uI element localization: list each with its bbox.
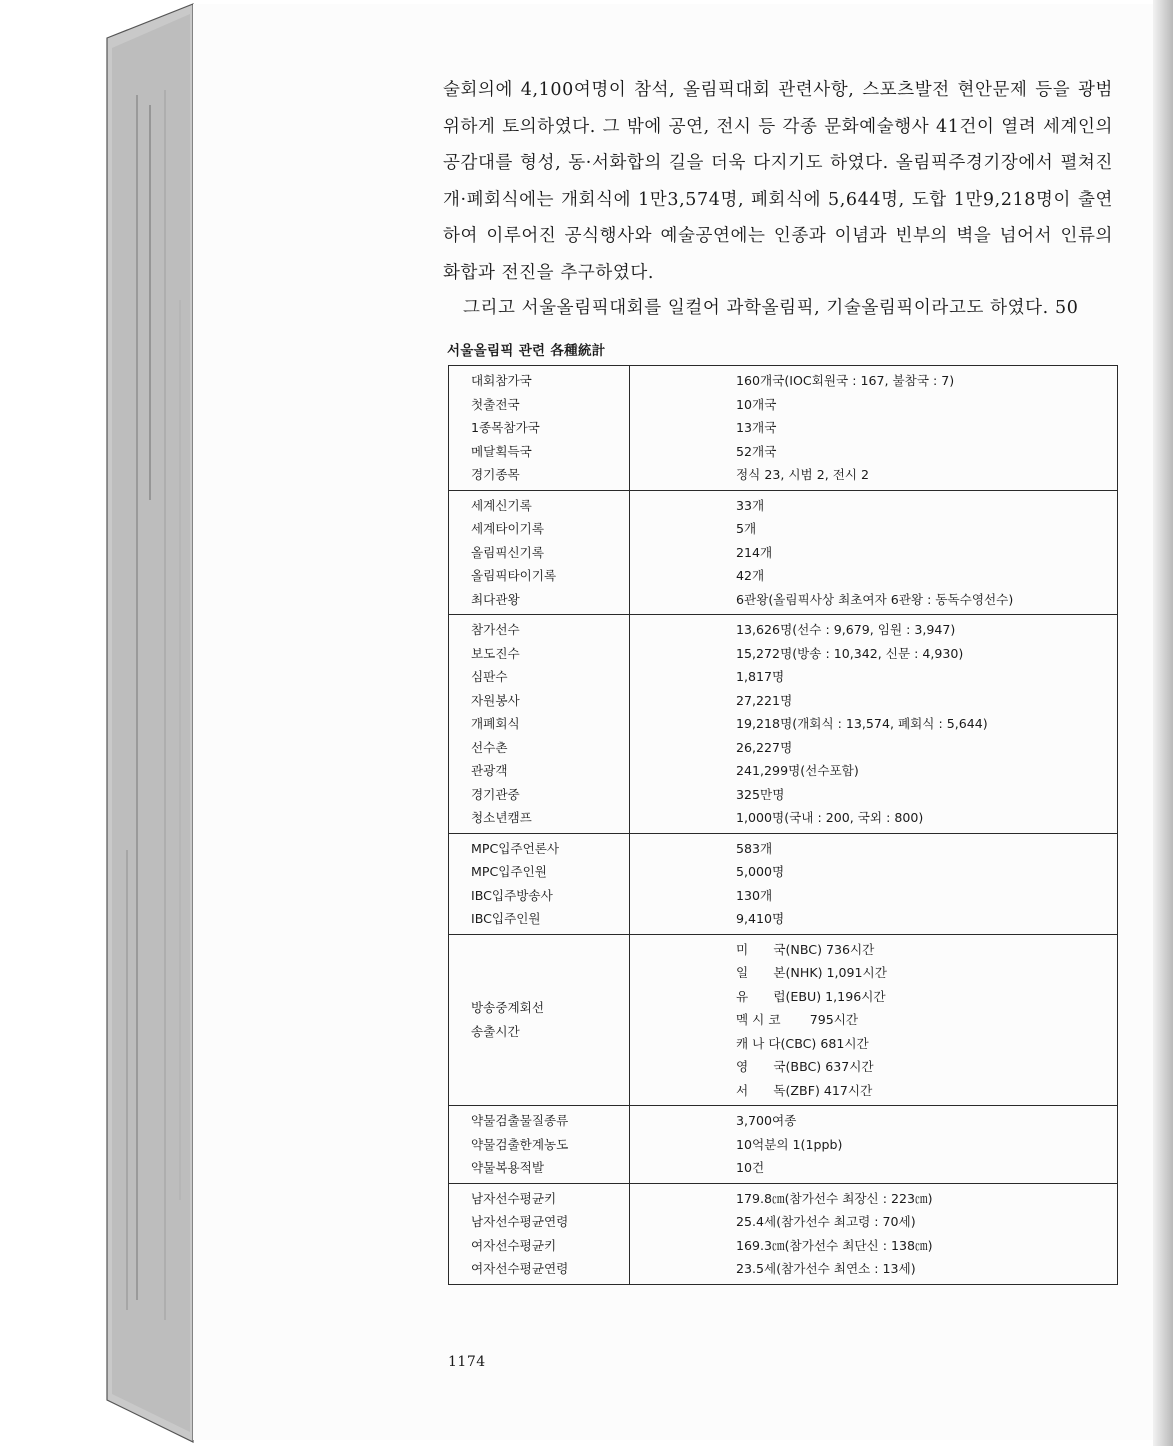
- table-row-group: [449, 1106, 1118, 1184]
- statistic-value: 214개: [736, 544, 773, 560]
- statistic-value: 160개국(IOC회원국 : 167, 불참국 : 7): [736, 373, 955, 388]
- statistic-value: 1,000명(국내 : 200, 국외 : 800): [736, 810, 924, 825]
- category-labels-cell: [449, 1106, 630, 1184]
- table-row-group: [449, 934, 1118, 1106]
- category-label: 보도진수: [471, 645, 520, 661]
- table-row-group: [449, 366, 1118, 491]
- page-number: 1174: [448, 1354, 486, 1370]
- statistic-value: 정식 23, 시범 2, 전시 2: [736, 467, 870, 482]
- category-label: 약물검출물질종류: [471, 1113, 569, 1128]
- category-labels-cell: [449, 833, 630, 934]
- statistic-values-cell: [630, 366, 1118, 491]
- statistic-values-cell: [630, 1106, 1118, 1184]
- statistic-value: 13개국: [736, 420, 777, 435]
- statistic-value: 179.8㎝(참가선수 최장신 : 223㎝): [736, 1190, 933, 1206]
- statistic-values-cell: [630, 1183, 1118, 1284]
- category-label: 올림픽타이기록: [471, 568, 557, 583]
- category-label: 청소년캠프: [471, 810, 532, 825]
- body-paragraph-1: 술회의에 4,100여명이 참석, 올림픽대회 관련사항, 스포츠발전 현안문제 등을 광범위하게 토의하였다. 그 밖에 공연, 전시 등 각종 문화예술행사 41건이 열려 세계인의 공감대를 형성, 동·서화합의 길을 더욱 다지기도 하였다. 올림픽주경기장에서 펼쳐진 개·폐회식에는 개회식에 1만3,574명, 폐회식에 5,644명, 도합 1만9,218명이 출연하여 이루어진 공식행사와 예술공연에는 인종과 이념과 빈부의 벽을 넘어서 인류의 화합과 전진을 추구하였다.: [443, 80, 1113, 283]
- statistic-value: 27,221명: [736, 692, 793, 708]
- category-label: 개폐회식: [471, 716, 520, 731]
- statistic-value: 5개: [736, 521, 757, 536]
- category-label: 세계신기록: [471, 497, 532, 513]
- category-label: 약물검출한계농도: [471, 1136, 569, 1152]
- statistic-value: 5,000명: [736, 864, 785, 879]
- category-label: 메달획득국: [471, 443, 532, 459]
- statistic-value: 10건: [736, 1160, 765, 1175]
- category-labels-cell: [449, 615, 630, 834]
- category-label: 선수촌: [471, 739, 508, 755]
- category-labels-cell: [449, 1183, 630, 1284]
- category-label: 방송중계회선: [471, 1000, 544, 1016]
- category-labels-cell: [449, 934, 630, 1106]
- statistic-value: 일 본(NHK) 1,091시간: [736, 965, 887, 980]
- statistic-values-cell: [630, 615, 1118, 834]
- category-label: 송출시간: [471, 1023, 520, 1039]
- statistic-value: 9,410명: [736, 911, 785, 926]
- category-label: 세계타이기록: [471, 521, 544, 536]
- table-row-group: [449, 833, 1118, 934]
- olympic-statistics-table: [448, 365, 1118, 1285]
- statistic-value: 10개국: [736, 396, 777, 412]
- category-labels-cell: [449, 490, 630, 615]
- statistic-value: 26,227명: [736, 739, 793, 755]
- statistic-value: 1,817명: [736, 669, 785, 684]
- category-label: IBC입주방송사: [471, 887, 553, 903]
- statistic-value: 583개: [736, 840, 773, 856]
- statistic-value: 23.5세(참가선수 최연소 : 13세): [736, 1261, 916, 1276]
- table-row-group: [449, 1183, 1118, 1284]
- category-label: 최다관왕: [471, 591, 520, 607]
- page-gutter-shadow: [1153, 0, 1173, 1446]
- statistic-value: 캐 나 다(CBC) 681시간: [736, 1035, 869, 1051]
- category-label: MPC입주인원: [471, 864, 547, 879]
- statistic-values-cell: [630, 934, 1118, 1106]
- statistic-value: 13,626명(선수 : 9,679, 임원 : 3,947): [736, 622, 956, 637]
- statistic-values-cell: [630, 833, 1118, 934]
- statistic-value: 325만명: [736, 786, 785, 802]
- category-label: 경기종목: [471, 467, 520, 482]
- statistic-value: 서 독(ZBF) 417시간: [736, 1082, 873, 1098]
- category-label: 1종목참가국: [471, 420, 540, 435]
- statistic-value: 42개: [736, 568, 765, 583]
- category-label: 첫출전국: [471, 396, 520, 412]
- statistic-value: 19,218명(개회식 : 13,574, 폐회식 : 5,644): [736, 716, 988, 731]
- statistic-value: 25.4세(참가선수 최고령 : 70세): [736, 1214, 916, 1229]
- category-label: 경기관중: [471, 786, 520, 802]
- statistic-value: 멕 시 코 795시간: [736, 1012, 859, 1027]
- statistic-values-cell: [630, 490, 1118, 615]
- category-label: 남자선수평균연령: [471, 1214, 569, 1229]
- category-label: 자원봉사: [471, 692, 520, 708]
- statistic-value: 15,272명(방송 : 10,342, 신문 : 4,930): [736, 645, 964, 661]
- category-label: 여자선수평균키: [471, 1237, 557, 1253]
- category-label: 참가선수: [471, 622, 520, 637]
- statistic-value: 3,700여종: [736, 1113, 797, 1128]
- category-label: MPC입주언론사: [471, 840, 560, 856]
- category-label: 남자선수평균키: [471, 1190, 557, 1206]
- statistic-value: 6관왕(올림픽사상 최초여자 6관왕 : 동독수영선수): [736, 591, 1014, 607]
- table-row-group: [449, 490, 1118, 615]
- statistic-value: 10억분의 1(1ppb): [736, 1136, 843, 1152]
- category-label: 대회참가국: [471, 373, 532, 388]
- statistic-value: 52개국: [736, 443, 777, 459]
- table-title: 서울올림픽 관련 各種統計: [447, 343, 606, 359]
- statistic-value: 130개: [736, 887, 773, 903]
- category-label: 심판수: [471, 669, 508, 684]
- body-paragraph-2: 그리고 서울올림픽대회를 일컬어 과학올림픽, 기술올림픽이라고도 하였다. 50: [463, 298, 1079, 318]
- statistic-value: 유 럽(EBU) 1,196시간: [736, 988, 886, 1004]
- category-label: 약물복용적발: [471, 1160, 544, 1175]
- category-label: 여자선수평균연령: [471, 1261, 569, 1276]
- category-label: 관광객: [471, 763, 508, 778]
- category-label: IBC입주인원: [471, 911, 541, 926]
- statistic-value: 33개: [736, 497, 765, 513]
- statistic-value: 영 국(BBC) 637시간: [736, 1059, 874, 1074]
- category-label: 올림픽신기록: [471, 544, 544, 560]
- statistic-value: 미 국(NBC) 736시간: [736, 941, 875, 957]
- statistic-value: 169.3㎝(참가선수 최단신 : 138㎝): [736, 1237, 933, 1253]
- statistic-value: 241,299명(선수포함): [736, 763, 859, 778]
- category-labels-cell: [449, 366, 630, 491]
- table-row-group: [449, 615, 1118, 834]
